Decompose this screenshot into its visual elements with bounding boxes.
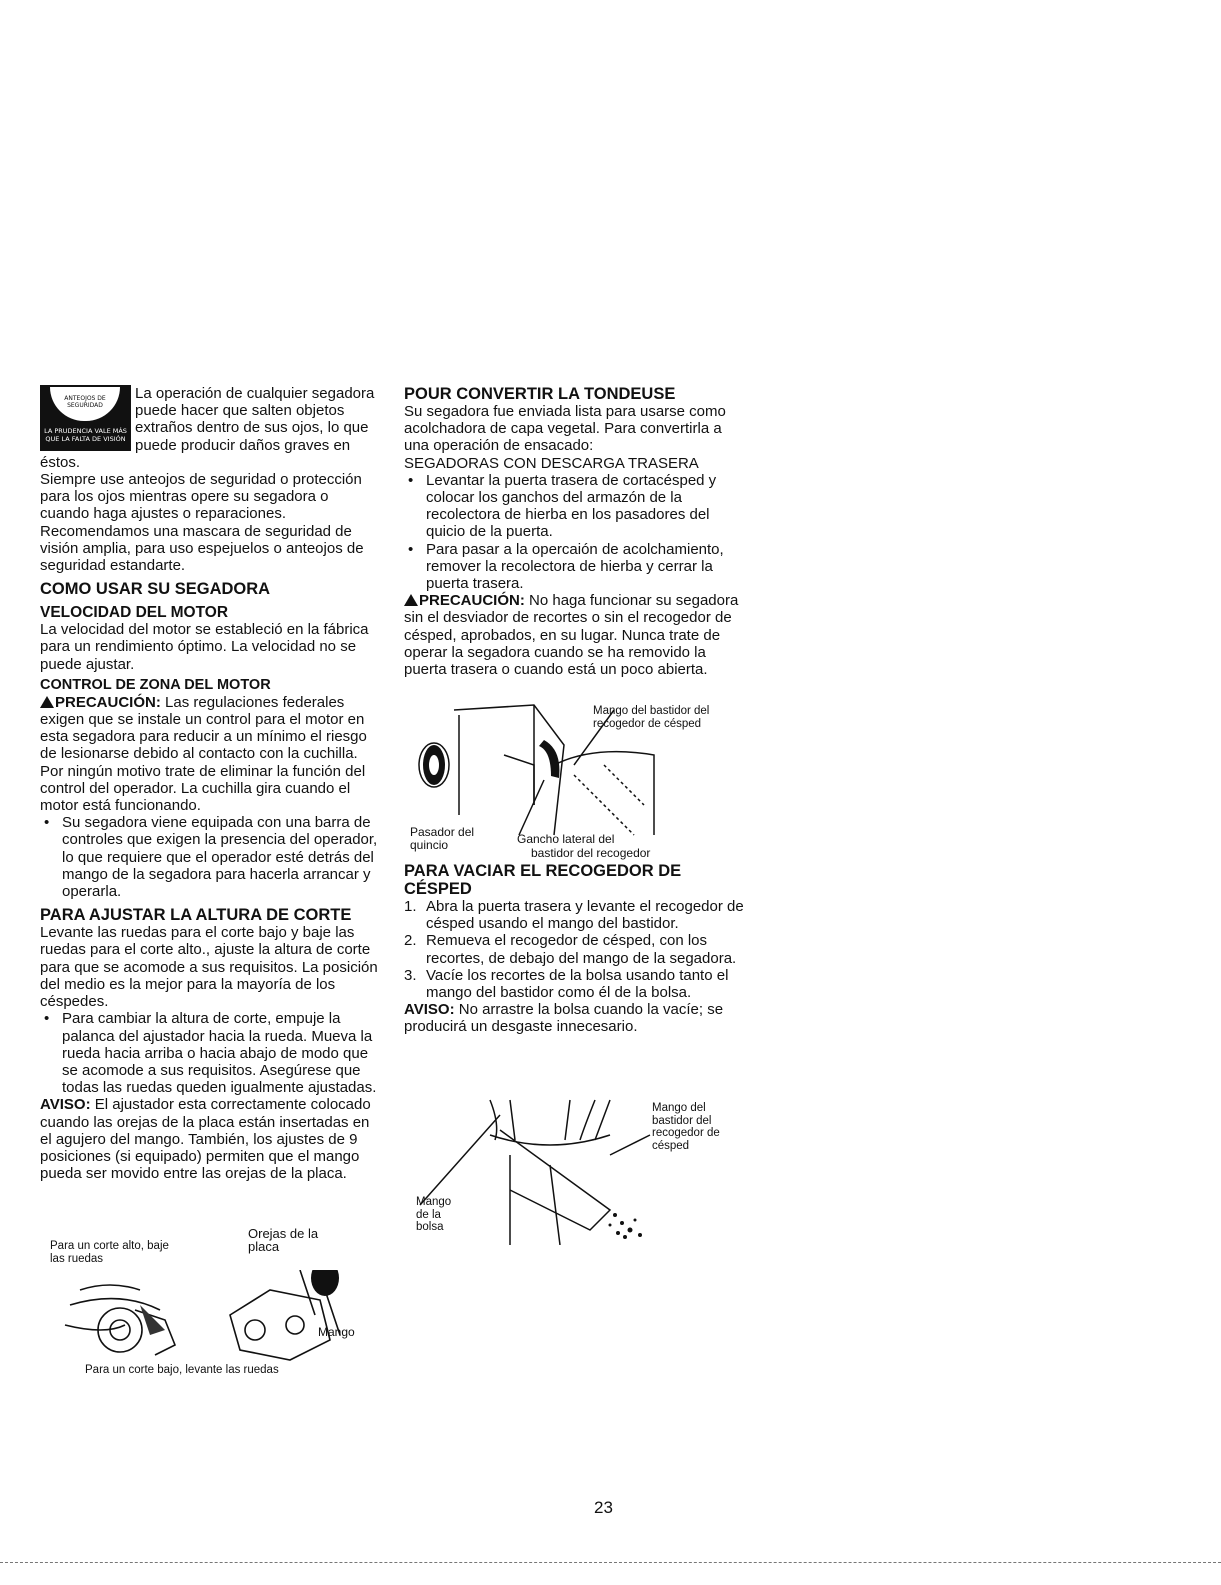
list-item (404, 898, 749, 933)
height-adjuster-illustration (60, 1270, 360, 1365)
list-item (404, 932, 749, 967)
vaciar-steps (404, 898, 749, 1001)
aviso-paragraph-right (404, 1001, 749, 1035)
list-item: • Levantar la puerta trasera de cortacésped y colocar los ganchos del armazón de la recolectora de hierba en los pasadores del quicio de la puerta. (426, 472, 749, 541)
convertir-text: Su segadora fue enviada lista para usarse como acolchadora de capa vegetal. Para convertirla a una operación de ensacado: (404, 403, 726, 455)
safety-icon-line2: ANTEOJOS DE SEGURIDAD (64, 395, 106, 409)
caption-corte-alto: Para un corte alto, baje las ruedas (50, 1240, 169, 1265)
precaucion-label: PRECAUCIÓN: (419, 592, 525, 610)
caption-orejas: Orejas de la placa (248, 1226, 319, 1254)
safety-icon-line3: LA PRUDENCIA VALE MÁS QUE LA FALTA DE VISIÓN (44, 427, 127, 443)
altura-list (40, 1010, 380, 1096)
heading-velocidad: VELOCIDAD DEL MOTOR (40, 604, 229, 622)
safety-icon-line1: USE SUS (70, 388, 101, 396)
heading-convertir: POUR CONVERTIR LA TONDEUSE (404, 385, 676, 403)
caption-gancho-1: Gancho lateral del (517, 832, 615, 846)
aviso-text: No arrastre la bolsa cuando la vacíe; se producirá un desgaste innecesario. (404, 1001, 724, 1036)
precaucion-paragraph (40, 694, 380, 814)
safety-intro: La operación de cualquier segadora puede hacer que salten objetos extraños dentro de sus ojos, lo que puede producir daños graves en éstos. (40, 385, 375, 471)
precaucion-paragraph-right (404, 592, 749, 678)
altura-text: Levante las ruedas para el corte bajo y baje las ruedas para el corte alto., ajuste la altura de corte para que se acomode a sus requisitos. La posición del medio es la mejor para la mayoría de los céspedes. (40, 924, 378, 1011)
step-number: 2. (404, 932, 417, 950)
warning-triangle-icon (40, 696, 54, 708)
step-text: Abra la puerta trasera y levante el recogedor de césped usando el mango del bastidor. (426, 898, 744, 933)
caption-mango-left: Mango (318, 1325, 355, 1339)
bottom-rule (0, 1562, 1221, 1563)
heading-como-usar: COMO USAR SU SEGADORA (40, 580, 271, 599)
caption-mango-bastidor-2: Mango del bastidor del recogedor de césped (652, 1102, 720, 1152)
step-number: 3. (404, 966, 417, 984)
list-item (404, 966, 749, 1002)
step-text: Remueva el recogedor de césped, con los recortes, de debajo del mango de la segadora. (426, 932, 737, 967)
right-column (404, 385, 749, 678)
caption-mango-bastidor-1: Mango del bastidor del recogedor de césped (593, 705, 710, 730)
caption-gancho-2: bastidor del recogedor (531, 846, 651, 860)
precaucion-text: Las regulaciones federales exigen que se instale un control para el motor en esta segadora para reducir a un mínimo el riesgo de lesionarse debido al contacto con la cuchilla. Por ningún motivo trate de eliminar la función del control del operador. La cuchilla gira cuando el motor está funcionando. (40, 693, 367, 815)
control-list (40, 814, 380, 900)
caption-corte-bajo: Para un corte bajo, levante las ruedas (85, 1364, 279, 1376)
vaciar-section (404, 862, 749, 1036)
precaucion-text: No haga funcionar su segadora sin el desviador de recortes o sin el recogedor de césped, aprobados, en su lugar. Nunca trate de operar la segadora cuando se ha removido la puerta trasera o cuando está un poco abierta. (404, 592, 739, 679)
step-text: Vacíe los recortes de la bolsa usando tanto el mango del bastidor como él de la bolsa. (426, 966, 729, 1002)
step-number: 1. (404, 898, 417, 915)
left-column (40, 385, 380, 1182)
caption-mango-bolsa: Mango de la bolsa (416, 1196, 452, 1233)
velocidad-text: La velocidad del motor se estableció en la fábrica para un rendimiento óptimo. La velocidad no se puede ajustar. (40, 621, 369, 673)
aviso-label: AVISO: (40, 1096, 91, 1114)
heading-altura: PARA AJUSTAR LA ALTURA DE CORTE (40, 906, 352, 925)
page-number: 23 (594, 1498, 613, 1517)
safety-text: Siempre use anteojos de seguridad o protección para los ojos mientras opere su segadora o cuando haga ajustes o reparaciones. Recomendamos una mascara de seguridad de visión amplia, para uso espejuelos o anteojos de seguridad estandarte. (40, 471, 364, 575)
subheading-trasera: SEGADORAS CON DESCARGA TRASERA (404, 454, 699, 472)
heading-control-zona: CONTROL DE ZONA DEL MOTOR (40, 676, 271, 693)
caption-pasador: Pasador del quincio (410, 825, 475, 852)
warning-triangle-icon (404, 594, 418, 606)
convertir-list (404, 472, 749, 592)
aviso-text: El ajustador esta correctamente colocado cuando las orejas de la placa están insertadas en el agujero del mango. También, los ajustes de 9 posiciones (si equipado) permiten que el mango pueda ser movido entre las orejas de la placa. (40, 1096, 371, 1183)
heading-vaciar: PARA VACIAR EL RECOGEDOR DE CÉSPED (404, 862, 682, 898)
list-item: • Su segadora viene equipada con una barra de controles que exigen la presencia del operador, lo que requiere que el operador esté detrás del mango de la segadora para hacerla arrancar y operarla. (62, 814, 380, 900)
safety-glasses-icon (40, 385, 131, 451)
list-item: • Para cambiar la altura de corte, empuje la palanca del ajustador hacia la rueda. Mueva la rueda hacia arriba o hacia abajo de modo que se acomode a sus requisitos. Asegúrese que todas las ruedas queden igualmente ajustadas. (62, 1010, 380, 1096)
aviso-paragraph (40, 1096, 380, 1182)
aviso-label: AVISO: (404, 1001, 455, 1019)
precaucion-label: PRECAUCIÓN: (55, 693, 161, 711)
list-item: • Para pasar a la opercaión de acolchamiento, remover la recolectora de hierba y cerrar la puerta trasera. (426, 541, 749, 593)
